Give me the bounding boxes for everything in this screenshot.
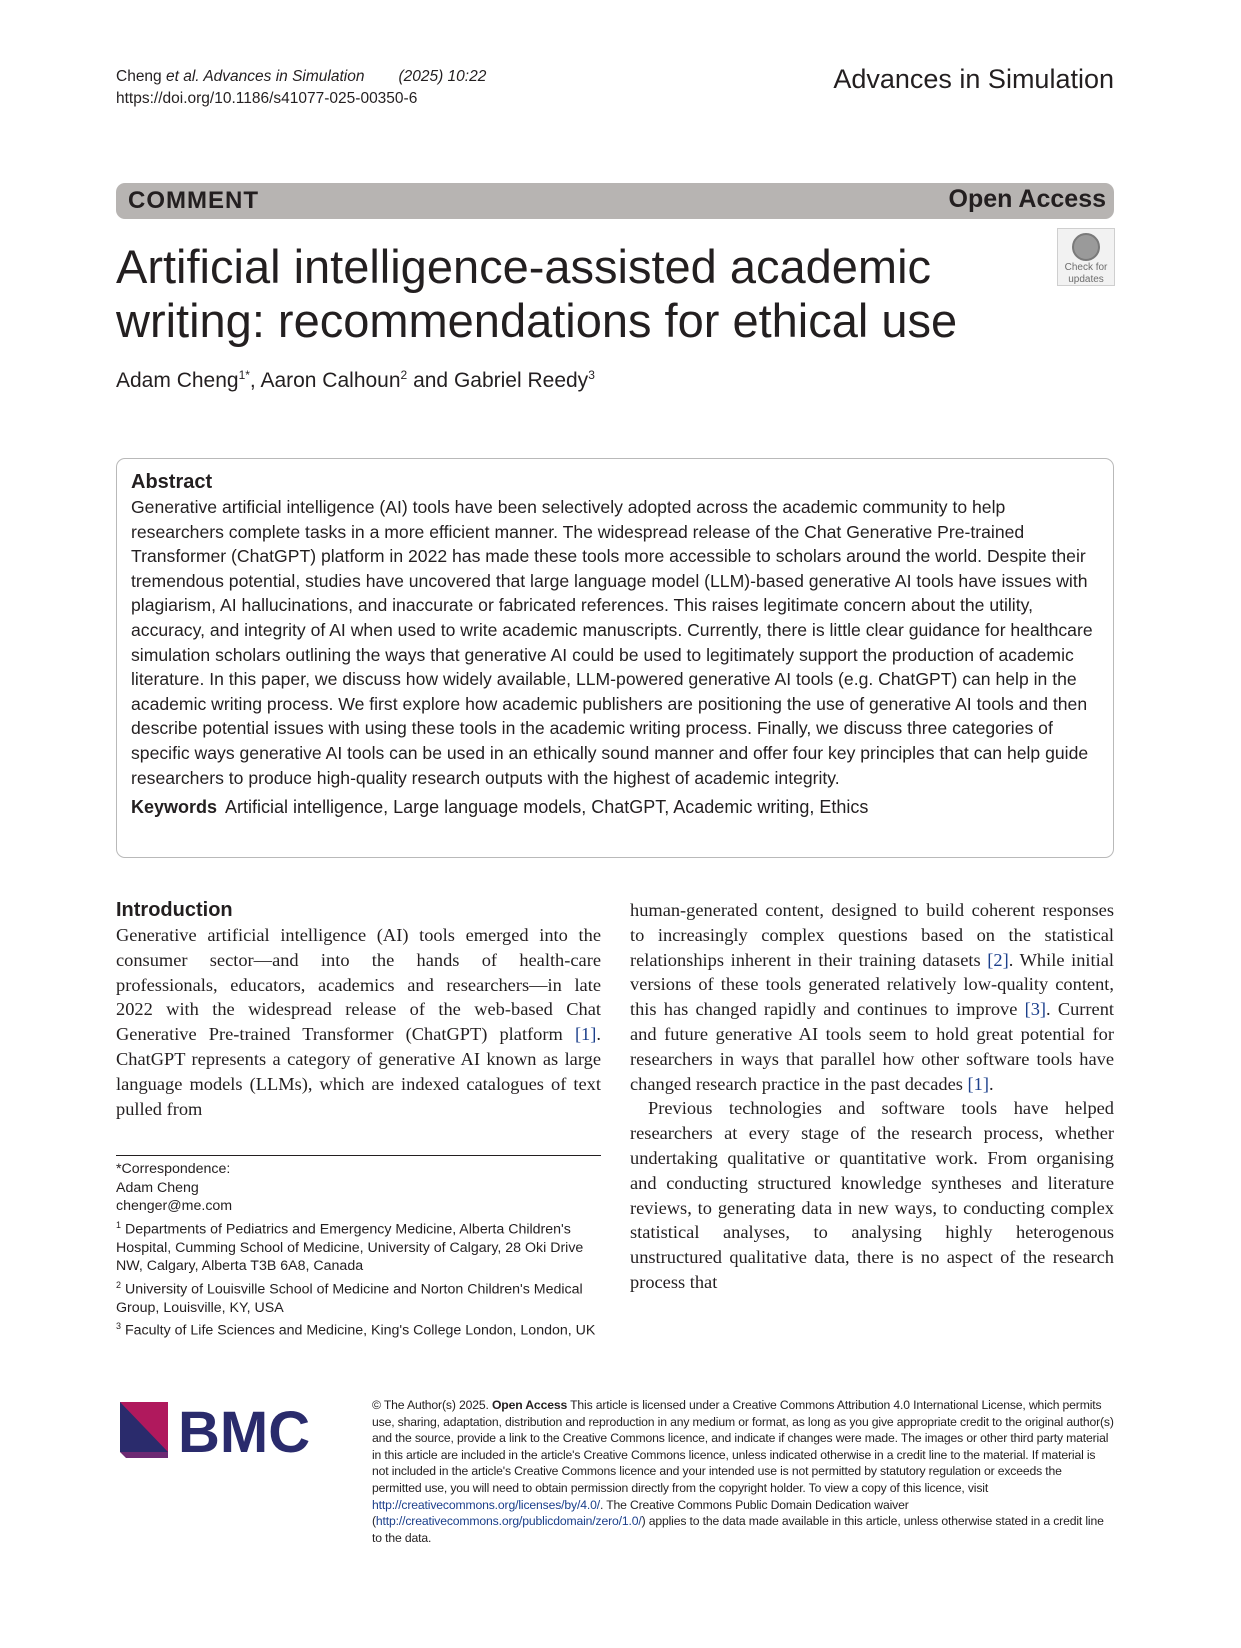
section-heading-introduction: Introduction [116, 899, 233, 921]
citation-authors: Cheng [116, 68, 166, 85]
open-access-label: Open Access [948, 185, 1106, 213]
author-list [116, 368, 595, 393]
abstract-heading: Abstract [131, 471, 213, 493]
bmc-logo [120, 1402, 340, 1460]
check-updates-icon [1072, 233, 1100, 261]
check-updates-line2: updates [1068, 274, 1104, 285]
license-text: . The Creative Commons Public Domain Dedication waiver ( [372, 1497, 909, 1529]
author-name: Adam Cheng [116, 369, 239, 392]
citation-link[interactable]: [2] [987, 949, 1009, 970]
affiliation-2 [116, 1276, 601, 1318]
body-column-left [116, 898, 601, 1121]
check-updates-line1: Check for [1064, 262, 1108, 273]
check-for-updates-badge[interactable] [1057, 228, 1115, 286]
journal-name: Advances in Simulation [833, 64, 1114, 94]
body-text: human-generated content, designed to build coherent responses to increasingly complex questions based on the statistical relationships inherent in their training datasets [630, 900, 1114, 970]
author-separator: and [407, 369, 454, 392]
affiliation-1 [116, 1216, 601, 1276]
license-statement [372, 1397, 1114, 1546]
author-affiliation-mark: 3 [588, 368, 595, 382]
author-name: Aaron Calhoun [260, 369, 401, 392]
keywords [131, 795, 1099, 819]
keywords-list: Artificial intelligence, Large language models, ChatGPT, Academic writing, Ethics [225, 797, 869, 818]
body-paragraph: Previous technologies and software tools have helped researchers at every stage of the research process, whether undertaking qualitative or quantitative work. From organising and conducting structured knowledge syntheses and literature reviews, to generating data in new ways, to conducting complex statistical analyses, to analysing highly heterogenous unstructured qualitative data, there is no aspect of the research process that [630, 1098, 1114, 1292]
citation-link[interactable]: [1] [967, 1073, 989, 1094]
license-text: ) applies to the data made available in this article, unless otherwise stated in a credit line to the data. [372, 1514, 1104, 1545]
citation-link[interactable]: [3] [1024, 999, 1047, 1020]
author-affiliation-mark: 2 [400, 368, 408, 382]
body-text: . ChatGPT represents a category of generative AI known as large language models (LLMs), which are indexed catalogues of text pulled from [116, 1024, 601, 1119]
affiliation-mark: 2 [116, 1279, 122, 1290]
bmc-logo-shadow [120, 1452, 168, 1458]
license-text: This article is licensed under a Creative Commons Attribution 4.0 International License, which permits use, sharing, adaptation, distribution and reproduction in any medium or format, as long as you give appropriate credit to the original author(s) and the source, provide a link to the Creative Commons licence, and indicate if changes were made. The images or other third party material in this article are included in the article's Creative Commons licence, unless indicated otherwise in a credit line to the material. If material is not included in the article's Creative Commons licence and your intended use is not permitted by statutory regulation or exceeds the permitted use, you will need to obtain permission directly from the copyright holder. To view a copy of this licence, visit [372, 1398, 1114, 1495]
license-open-access: Open Access [491, 1398, 568, 1412]
author-separator: , [249, 369, 261, 392]
body-text: Generative artificial intelligence (AI) tools emerged into the consumer sector—and into the hands of health-care professionals, educators, academics and researchers—in late 2022 with the widespread release of the web-based Chat Generative Pre-trained Transformer (ChatGPT) platform [116, 925, 601, 1045]
affiliation-mark: 1 [116, 1219, 122, 1230]
article-title: Artificial intelligence-assisted academic writing: recommendations for ethical use [116, 240, 958, 347]
affiliation-mark: 3 [116, 1321, 122, 1332]
license-copyright: © The Author(s) 2025. [372, 1398, 492, 1412]
abstract-box [116, 458, 1114, 858]
public-domain-link[interactable]: http://creativecommons.org/publicdomain/zero/1.0/ [375, 1514, 642, 1529]
affiliation-text: Departments of Pediatrics and Emergency Medicine, Alberta Children's Hospital, Cumming School of Medicine, University of Calgary, 28 Oki Drive NW, Calgary, Alberta T3B 6A8, Canada [116, 1221, 584, 1275]
body-paragraph [116, 923, 601, 1121]
article-type-label: COMMENT [128, 187, 259, 214]
author-affiliation-mark: 1* [238, 368, 250, 382]
author-name: Gabriel Reedy [453, 369, 589, 392]
body-column-right [630, 898, 1114, 1295]
body-text: . [988, 1073, 994, 1094]
footnote-divider [116, 1155, 601, 1156]
citation-link[interactable]: [1] [574, 1024, 597, 1045]
correspondence-label: *Correspondence: [116, 1161, 231, 1177]
affiliation-3 [116, 1317, 601, 1340]
correspondence-email[interactable]: chenger@me.com [116, 1198, 233, 1214]
license-link[interactable]: http://creativecommons.org/licenses/by/4.0/ [372, 1497, 600, 1512]
affiliation-text: Faculty of Life Sciences and Medicine, King's College London, London, UK [121, 1323, 596, 1340]
correspondence-name: Adam Cheng [116, 1179, 199, 1196]
article-type-bar [116, 183, 1114, 219]
citation-journal: et al. Advances in Simulation [165, 68, 365, 85]
doi-link[interactable]: https://doi.org/10.1186/s41077-025-00350-6 [116, 90, 418, 107]
running-header [116, 66, 486, 110]
bmc-logo-text: BMC [178, 1402, 311, 1460]
footnotes [116, 1160, 601, 1341]
affiliation-text: University of Louisville School of Medicine and Norton Children's Medical Group, Louisville, KY, USA [116, 1281, 583, 1316]
citation-year: (2025) 10:22 [398, 68, 487, 85]
body-text: . Current and future generative AI tools seem to hold great potential for researchers in ways that parallel how other software tools have changed research practice in the past decades [630, 999, 1115, 1094]
keywords-label: Keywords [131, 797, 218, 818]
body-paragraph [630, 898, 1114, 1096]
body-text: . While initial versions of these tools generated relatively low-quality content, this has changed rapidly and continues to improve [630, 949, 1115, 1020]
abstract-text: Generative artificial intelligence (AI) tools have been selectively adopted across the academic community to help researchers complete tasks in a more efficient manner. The widespread release of the Chat Generative Pre-trained Transformer (ChatGPT) platform in 2022 has made these tools more accessible to scholars around the world. Despite their tremendous potential, studies have uncovered that large language model (LLM)-based generative AI tools have issues with plagiarism, AI hallucinations, and inaccurate or fabricated references. This raises legitimate concern about the utility, accuracy, and integrity of AI when used to write academic manuscripts. Currently, there is little clear guidance for healthcare simulation scholars outlining the ways that generative AI could be used to legitimately support the production of academic literature. In this paper, we discuss how widely available, LLM-powered generative AI tools (e.g. ChatGPT) can help in the academic writing process. We first explore how academic publishers are positioning the use of generative AI tools and then describe potential issues with using these tools in the academic writing process. Finally, we discuss three categories of specific ways generative AI tools can be used in an ethically sound manner and offer four key principles that can help guide researchers to produce high-quality research outputs with the highest of academic integrity. [131, 497, 1093, 788]
